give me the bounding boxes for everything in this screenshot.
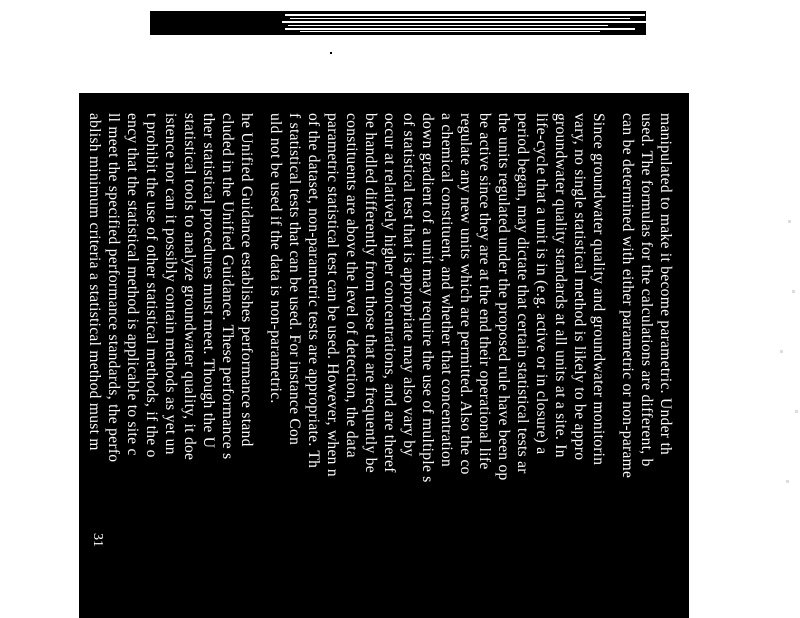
body-text — [85, 113, 675, 618]
scan-speck — [792, 290, 795, 293]
scan-streak — [285, 28, 635, 30]
text-line: occur at relatively higher concentrations, and are theref — [381, 113, 398, 473]
scan-speck — [788, 220, 791, 223]
text-line: parametric statistical test can be used. However, when n — [324, 113, 341, 477]
text-line: life-cycle that a unit is in (e.g. active or in closure) a — [533, 113, 550, 455]
text-line: ther statistical procedures must meet. Though the U — [200, 113, 217, 449]
text-line: t prohibit the use of other statistical methods, if the o — [143, 113, 160, 458]
text-line: manipulated to make it become parametric. Under th — [657, 113, 674, 456]
text-line: statistical tools to analyze groundwater quality, it doe — [181, 113, 198, 461]
text-line: a chemical constituent, and whether that concentration — [438, 113, 455, 468]
text-line: vary, no single statistical method is likely to be appro — [571, 113, 588, 461]
text-line: be active since they are at the end their operational life — [476, 113, 493, 470]
text-line: down gradient of a unit may require the use of multiple s — [419, 113, 436, 483]
text-line: period began, may dictate that certain statistical tests ar — [514, 113, 531, 474]
paragraph-gap — [608, 113, 618, 618]
text-line: ency that the statistical method is applicable to site c — [124, 113, 141, 456]
scan-streak — [285, 14, 645, 16]
text-line: cluded in the Unified Guidance. These performance s — [219, 113, 236, 460]
text-line: regulate any new units which are permitted. Also the co — [457, 113, 474, 475]
text-line: of statistical test that is appropriate may also vary by — [400, 113, 417, 457]
scan-speck — [795, 410, 798, 413]
scan-streak — [290, 18, 630, 19]
scan-header-bar — [150, 11, 646, 35]
scan-speck — [786, 480, 789, 483]
text-line: can be determined with either parametric or non-parame — [619, 113, 636, 479]
text-line: used. The formulas for the calculations are different, b — [638, 113, 655, 467]
paragraph-gap — [256, 113, 266, 618]
scan-speck — [330, 52, 332, 54]
text-line: istence nor can it possibly contain methods as yet un — [162, 113, 179, 455]
rotated-page-content — [79, 93, 689, 618]
text-line: ll meet the specified performance standards, the perfo — [105, 113, 122, 463]
scan-streak — [288, 25, 608, 26]
text-line: of the dataset, non-parametric tests are appropriate. Th — [305, 113, 322, 469]
text-line: f statistical tests that can be used. For instance Con — [286, 113, 303, 446]
text-line: ablish minimum criteria a statistical method must m — [86, 113, 103, 451]
scan-streak — [300, 31, 600, 32]
scanned-page — [79, 93, 689, 618]
text-line: be handled differently from those that are frequently be — [362, 113, 379, 473]
page-number: 31 — [90, 533, 105, 547]
text-line: Since groundwater quality and groundwater monitorin — [590, 113, 607, 466]
text-line: the units regulated under the proposed rule have been op — [495, 113, 512, 481]
scan-noise — [710, 200, 800, 580]
text-line: uld not be used if the data is non-parametric. — [267, 113, 284, 404]
scan-streak — [282, 21, 646, 23]
text-line: groundwater quality standards at all units at a site. In — [552, 113, 569, 458]
text-line: he Unified Guidance establishes performance stand — [238, 113, 255, 447]
text-line: constituents are above the level of detection, the data — [343, 113, 360, 458]
scan-speck — [780, 350, 783, 353]
